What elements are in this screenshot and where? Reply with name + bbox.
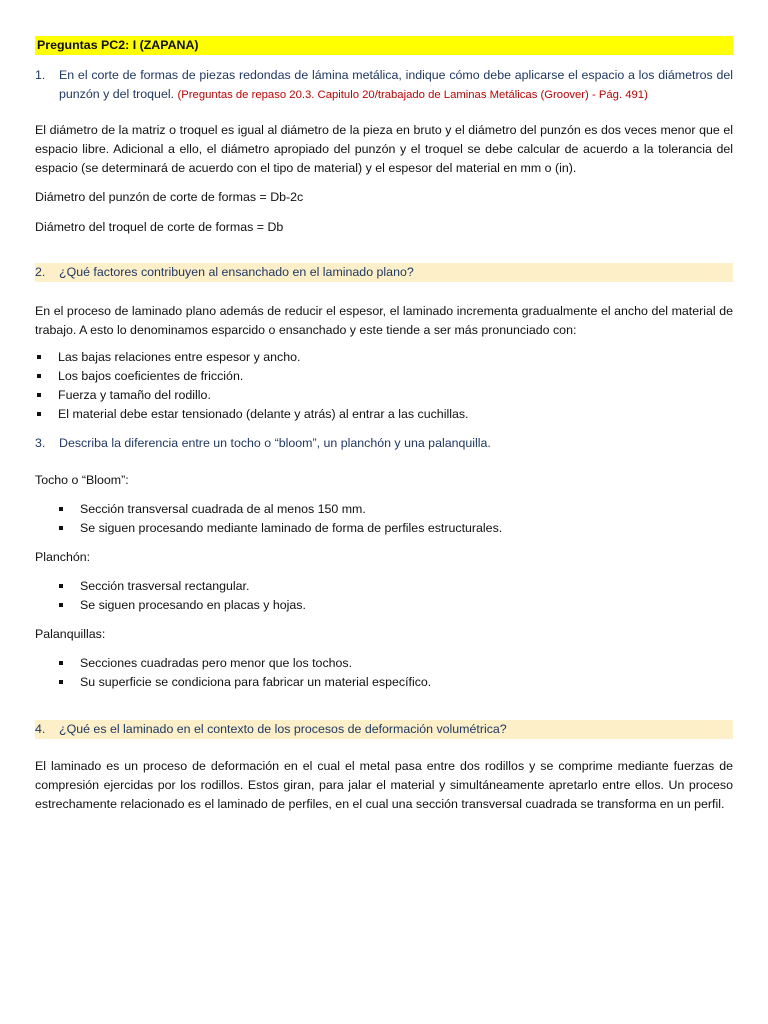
list-item: Se siguen procesando mediante laminado de forma de perfiles estructurales. <box>35 519 733 538</box>
formula-troquel: Diámetro del troquel de corte de formas = Db <box>35 220 284 234</box>
tocho-list <box>35 500 733 538</box>
list-item: Se siguen procesando en placas y hojas. <box>35 596 733 615</box>
list-item: Su superficie se condiciona para fabricar un material específico. <box>35 673 733 692</box>
question-3-number: 3. <box>35 436 46 450</box>
question-1-reference: (Preguntas de repaso 20.3. Capitulo 20/trabajado de Laminas Metálicas (Groover) - Pág. 491) <box>177 89 648 101</box>
answer-4: El laminado es un proceso de deformación en el cual el metal pasa entre dos rodillos y se comprime mediante fuerzas de compresión ejercidas por los rodillos. Estos giran, para jalar el material y simultáneamente apretarlo entre ellos. Un proceso estrechamente relacionado es el laminado de perfiles, en el cual una sección transversal cuadrada se transforma en un perfil. <box>35 759 733 811</box>
palanquillas-label: Palanquillas: <box>35 627 106 641</box>
question-4-text: ¿Qué es el laminado en el contexto de los procesos de deformación volumétrica? <box>59 722 507 736</box>
question-3 <box>35 434 733 453</box>
planchon-label: Planchón: <box>35 550 91 564</box>
question-2-number: 2. <box>35 265 46 279</box>
planchon-list <box>35 577 733 615</box>
question-1 <box>35 66 733 105</box>
document-title: Preguntas PC2: I (ZAPANA) <box>35 36 733 55</box>
question-2-text: ¿Qué factores contribuyen al ensanchado en el laminado plano? <box>59 265 414 279</box>
answer-2-list <box>35 348 733 424</box>
tocho-label: Tocho o “Bloom”: <box>35 473 129 487</box>
list-item: Secciones cuadradas pero menor que los tochos. <box>35 654 733 673</box>
question-4 <box>35 720 733 739</box>
formula-punzon: Diámetro del punzón de corte de formas = Db-2c <box>35 190 304 204</box>
list-item: Los bajos coeficientes de fricción. <box>35 367 733 386</box>
answer-1: El diámetro de la matriz o troquel es igual al diámetro de la pieza en bruto y el diámetro del punzón es dos veces menor que el espacio libre. Adicional a ello, el diámetro apropiado del punzón y el troquel se debe calcular de acuerdo a la tolerancia del espacio (se determinará de acuerdo con el tipo de material) y el espesor del material en mm o (in). <box>35 123 733 175</box>
question-2 <box>35 263 733 282</box>
palanquillas-list <box>35 654 733 692</box>
answer-2: En el proceso de laminado plano además de reducir el espesor, el laminado incrementa gradualmente el ancho del material de trabajo. A esto lo denominamos esparcido o ensanchado y este tiende a ser más pronunciado con: <box>35 304 733 337</box>
question-4-number: 4. <box>35 722 46 736</box>
list-item: Las bajas relaciones entre espesor y ancho. <box>35 348 733 367</box>
list-item: Fuerza y tamaño del rodillo. <box>35 386 733 405</box>
list-item: Sección trasversal rectangular. <box>35 577 733 596</box>
question-3-text: Describa la diferencia entre un tocho o “bloom”, un planchón y una palanquilla. <box>59 436 491 450</box>
list-item: Sección transversal cuadrada de al menos 150 mm. <box>35 500 733 519</box>
question-1-number: 1. <box>35 68 46 82</box>
list-item: El material debe estar tensionado (delante y atrás) al entrar a las cuchillas. <box>35 405 733 424</box>
question-1-text: En el corte de formas de piezas redondas de lámina metálica, indique cómo debe aplicarse el espacio a los diámetros del punzón y del troquel. (Preguntas de repaso 20.3. Capitulo 20/trabajado de Laminas Metálicas (Groover) - Pág. 491) <box>59 68 733 101</box>
